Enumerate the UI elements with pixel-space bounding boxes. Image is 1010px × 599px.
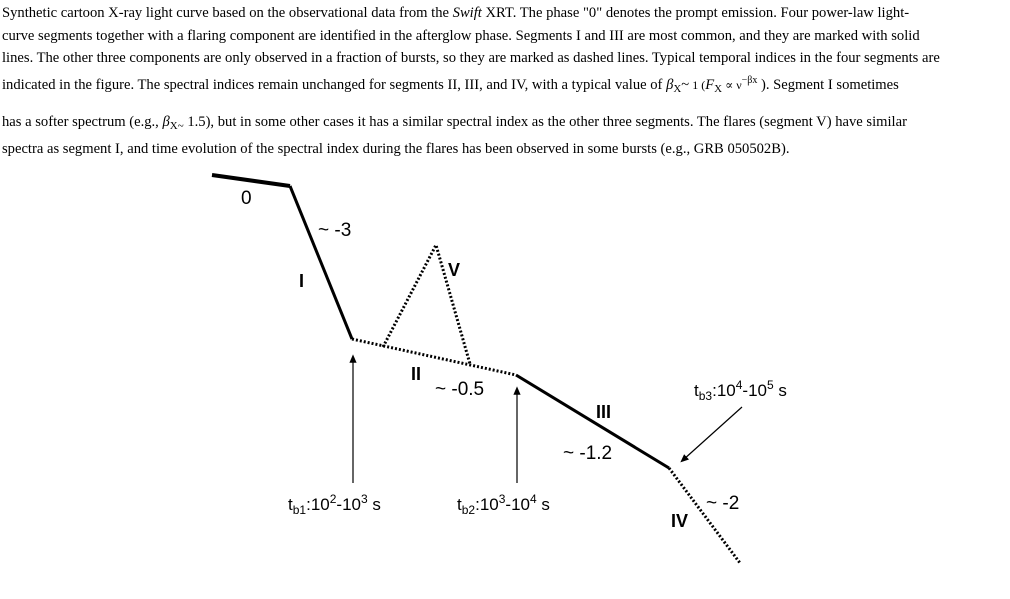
tb3-arrow xyxy=(683,407,742,460)
caption-line-1: Synthetic cartoon X-ray light curve based on the observational data from the Swift XRT. The phase "0" denotes the prompt emission. Four power-law light- xyxy=(2,5,910,21)
caption-line-6: spectra as segment I, and time evolution of the spectral index during the flares has been observed in some bursts (e.g., GRB 050502B). xyxy=(2,140,790,157)
index-1-label: ~ -3 xyxy=(318,220,352,241)
caption-line-3: lines. The other three components are only observed in a fraction of bursts, so they are marked as dashed lines. Typical temporal indices in the four segments are xyxy=(2,50,940,66)
caption-line-2: curve segments together with a flaring component are identified in the afterglow phase. Segments I and III are most common, and they are marked with solid xyxy=(2,27,920,44)
segment-0-line xyxy=(212,175,290,186)
segment-4-label: IV xyxy=(671,511,689,531)
segment-5-label: V xyxy=(448,260,461,280)
segment-2-label: II xyxy=(411,364,422,384)
caption-line-4: indicated in the figure. The spectral indices remain unchanged for segments II, III, and IV, with a typical value of $\beta_X\sim$ 1 ($F_X \propto \nu^{-\beta x}$ ). Segment I sometimes xyxy=(2,74,899,95)
segment-1-label: I xyxy=(299,271,305,291)
segment-3-label: III xyxy=(596,402,612,422)
index-2-label: ~ -0.5 xyxy=(435,379,485,400)
phase-0-label: 0 xyxy=(241,188,252,209)
tb2-label: $t_{b2}:10^3-10^4$ s xyxy=(457,492,550,517)
segment-1-line xyxy=(290,186,352,339)
index-3-label: ~ -1.2 xyxy=(563,443,613,464)
caption-line-5: has a softer spectrum (e.g., $\beta_{X\sim}$ 1.5), but in some other cases it has a similar spectral index as the other three segments. The flares (segment V) have similar xyxy=(2,114,907,132)
tb1-label: $t_{b1}:10^2-10^3$ s xyxy=(288,492,381,517)
index-4-label: ~ -2 xyxy=(706,493,740,514)
segment-2-line xyxy=(352,339,516,375)
tb3-label: $t_{b3}:10^4-10^5$ s xyxy=(694,378,787,403)
